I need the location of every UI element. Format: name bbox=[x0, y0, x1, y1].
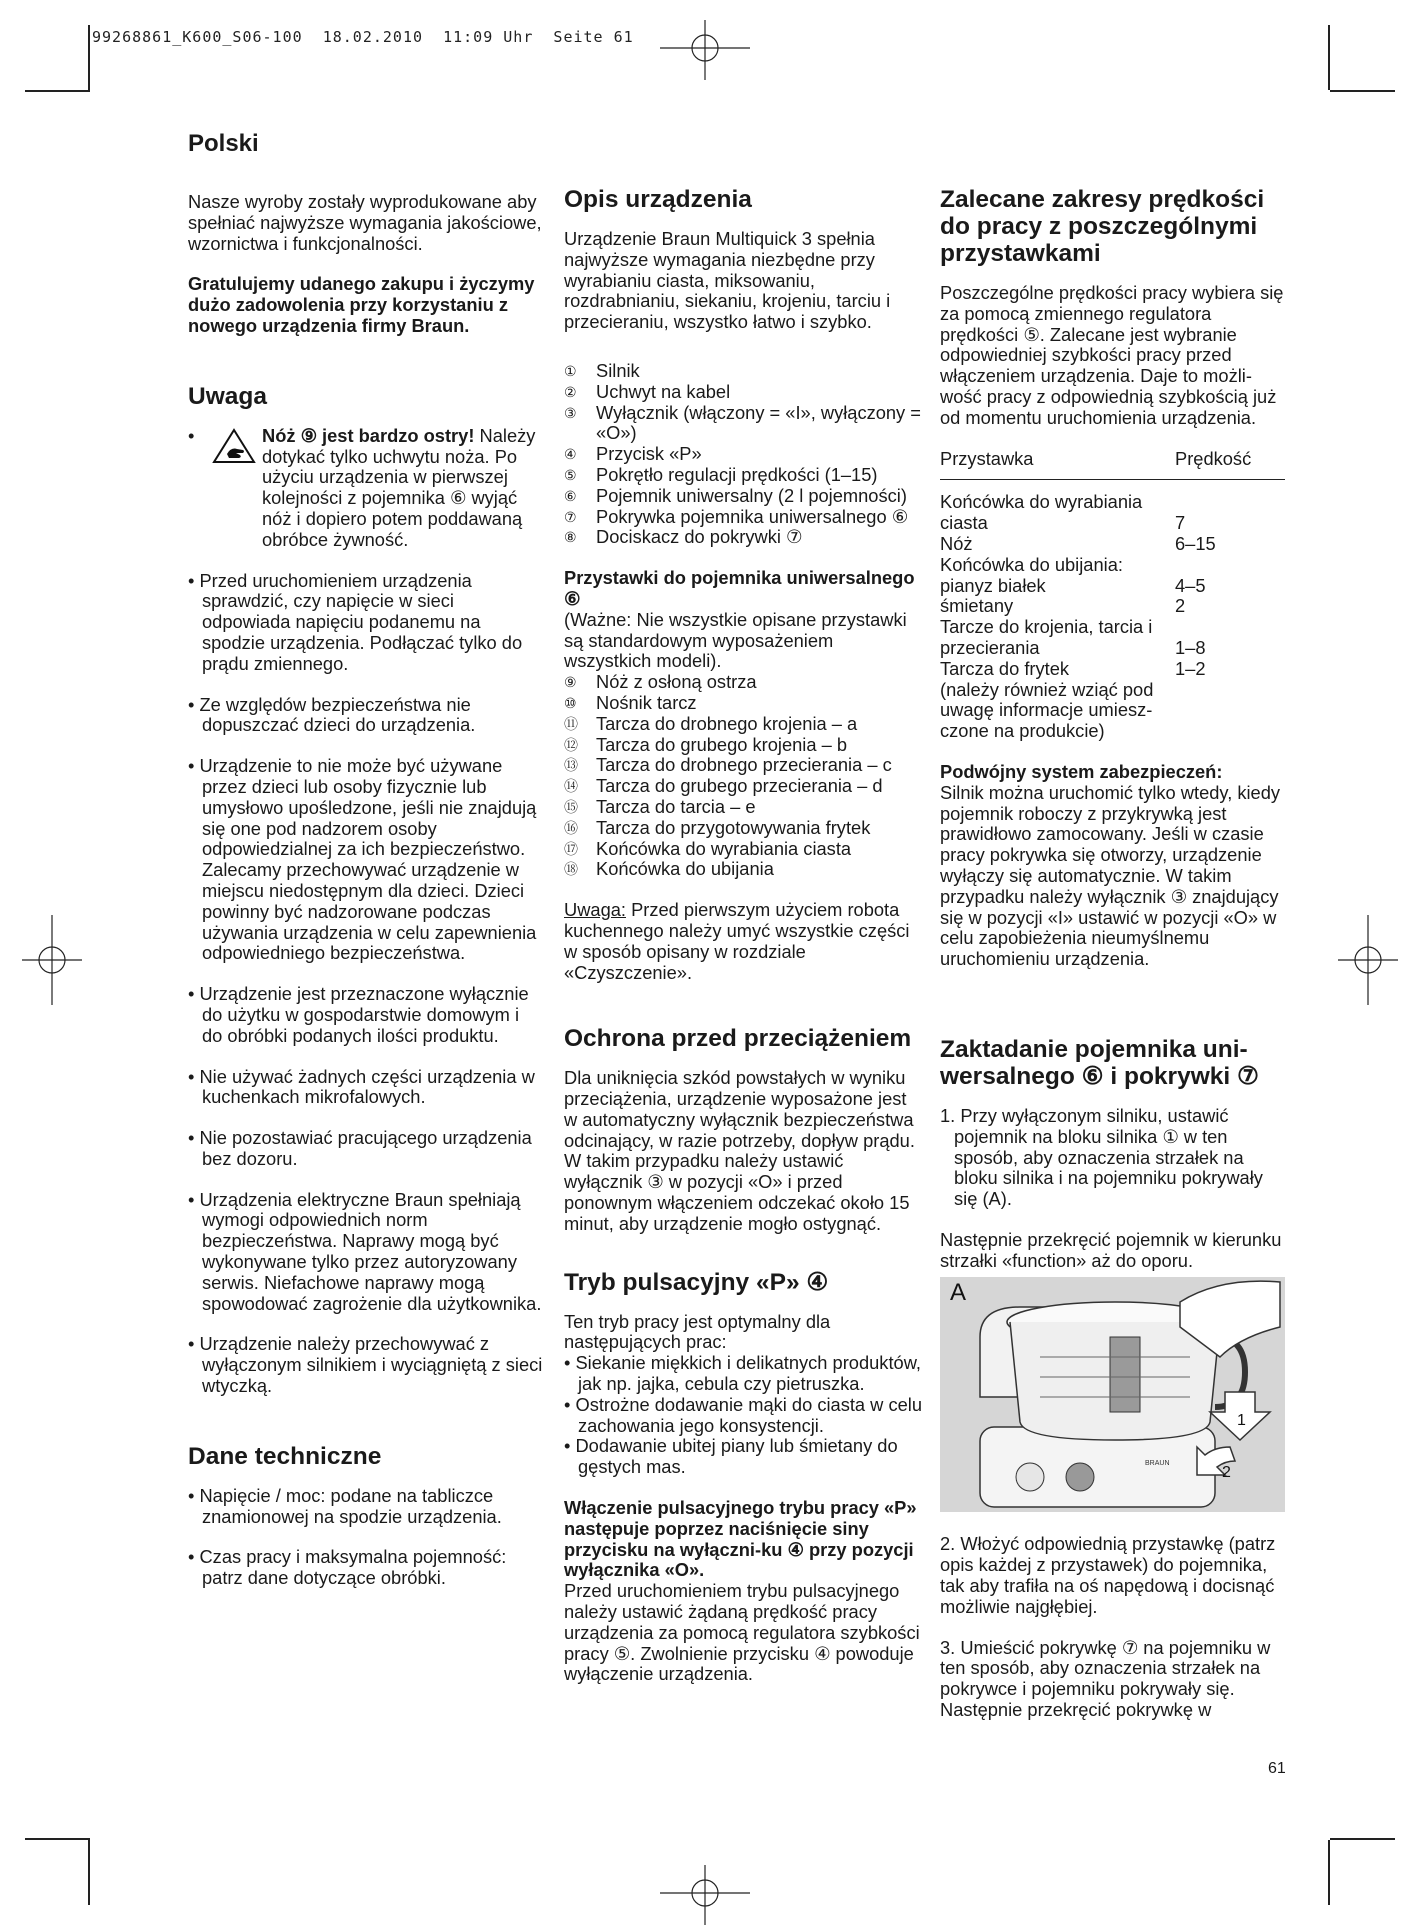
list-item: • Nie pozostawiać pracującego urządzenia bez dozoru. bbox=[188, 1127, 532, 1169]
list-item: • Ze względów bezpieczeństwa nie dopuszczać dzieci do urządzenia. bbox=[188, 693, 476, 736]
brand-label: BRAUN bbox=[1145, 1460, 1170, 1468]
list-item: ⑬ Tarcza do drobnego przecierania – c bbox=[564, 754, 892, 776]
column-1 bbox=[188, 130, 543, 1609]
knife-warning bbox=[188, 426, 543, 551]
list-item: • Siekanie miękkich i delikatnych produktów, jak np. jajka, cebula czy pietruszka. bbox=[564, 1352, 921, 1395]
pulse-bold: Włączenie pulsacyjnego trybu pracy «P» następuje poprzez naciśnięcie siny przycisku na wyłączni-ku ④ przy pozycji wyłącznika «O». bbox=[564, 1497, 917, 1581]
table-row: Końcówka do wyrabiania bbox=[940, 491, 1143, 513]
list-item: • Dodawanie ubitej piany lub śmietany do gęstych mas. bbox=[564, 1435, 898, 1478]
table-row: ciasta 7 bbox=[940, 512, 1186, 534]
step-2: 2. Włożyć odpowiednią przystawkę (patrz opis każdej z przystawek) do pojemnika, tak aby trafiła na oś napędową i docisnąć możliwie najgłębiej. bbox=[940, 1533, 1276, 1617]
registration-mark-icon bbox=[1338, 915, 1398, 1005]
warning-heading: Uwaga bbox=[188, 382, 267, 410]
registration-mark-icon bbox=[660, 20, 750, 80]
step-3: 3. Umieścić pokrywkę ⑦ na pojemniku w ten sposób, aby oznaczenia strzałek na pokrywce i pojemniku pokrywały się. Następnie przekręcić pokrywkę w bbox=[940, 1636, 1271, 1721]
table-row: Tarcze do krojenia, tarcia i bbox=[940, 616, 1153, 638]
column-3 bbox=[940, 186, 1285, 1741]
attachments-note: (Ważne: Nie wszystkie opisane przystawki są standardowym wyposażeniem wszystkich modeli). bbox=[564, 608, 907, 672]
list-item: ③ Wyłącznik (włączony = «I», wyłączony = «O») bbox=[564, 401, 921, 444]
language-heading: Polski bbox=[188, 130, 259, 157]
list-item: ① Silnik bbox=[564, 359, 640, 381]
bullet: • bbox=[188, 424, 195, 446]
list-item: ⑧ Dociskacz do pokrywki ⑦ bbox=[564, 526, 803, 548]
list-item: ⑥ Pojemnik uniwersalny (2 l pojemności) bbox=[564, 484, 907, 506]
warning-hand-icon bbox=[212, 428, 256, 464]
crop-mark bbox=[88, 25, 90, 90]
list-item: ⑱ Końcówka do ubijania bbox=[564, 858, 774, 880]
list-item: • Ostrożne dodawanie mąki do ciasta w celu zachowania jego konsystencji. bbox=[564, 1393, 922, 1436]
attachments-heading: Przystawki do pojemnika uniwersalnego ⑥ bbox=[564, 567, 915, 609]
speed-paragraph: Poszczególne prędkości pracy wybiera się za pomocą zmiennego regulatora prędkości ⑤. Zalecane jest wybranie odpowiedniej szybkości pracy przed włączeniem urządzenia. Daje to możliwość pracy z odpowiednią szybkością już od momentu uruchomienia urządzenia. bbox=[940, 282, 1284, 428]
list-item: • Urządzenia elektryczne Braun spełniają wymogi odpowiednich norm bezpieczeństwa. Naprawy mogą być wykonywane tylko przez autoryzowany serwis. Niefachowe naprawy mogą spowodować zagrożenie dla użytkownika. bbox=[188, 1188, 542, 1314]
overload-heading: Ochrona przed przeciążeniem bbox=[564, 1025, 912, 1053]
table-row: (należy również wziąć pod uwagę informacje umieszczone na produkcie) bbox=[940, 678, 1154, 742]
safety-heading: Podwójny system zabezpieczeń: bbox=[940, 760, 1223, 782]
list-item: • Przed uruchomieniem urządzenia sprawdzić, czy napięcie w sieci odpowiada napięciu podanemu na spodzie urządzenia. Podłączać tylko do prądu zmiennego. bbox=[188, 569, 523, 674]
step-1: 1. Przy wyłączonym silniku, ustawić pojemnik na bloku silnika ① w ten sposób, aby oznaczenia strzałek na bloku silnika i na pojemniku pokrywały się (A). bbox=[940, 1104, 1263, 1210]
arrow-label-2: 2 bbox=[1222, 1464, 1231, 1482]
page-number: 61 bbox=[1268, 1760, 1286, 1777]
list-item: ⑨ Nóż z osłoną ostrza bbox=[564, 671, 757, 693]
knife-warning-text: Należy dotykać tylko uchwytu noża. Po użyciu urządzenia w pierwszej kolejności z pojemnika ⑥ wyjąć nóż i dopiero potem poddawaną obróbce żywność. bbox=[262, 424, 536, 550]
list-item: ⑪ Tarcza do drobnego krojenia – a bbox=[564, 712, 858, 734]
list-item: • Czas pracy i maksymalna pojemność: patrz dane dotyczące obróbki. bbox=[188, 1546, 507, 1589]
registration-mark-icon bbox=[22, 915, 82, 1005]
table-header: Przystawka bbox=[940, 441, 1175, 480]
pulse-intro: Ten tryb pracy jest optymalny dla następujących prac: bbox=[564, 1310, 831, 1353]
table-row: Nóż 6–15 bbox=[940, 532, 1216, 554]
table-row: przecierania 1–8 bbox=[940, 636, 1206, 658]
crop-mark bbox=[1330, 1838, 1395, 1840]
speed-table bbox=[940, 441, 1285, 742]
congratulations-paragraph: Gratulujemy udanego zakupu i życzymy dużo zadowolenia przy korzystaniu z nowego urządzenia firmy Braun. bbox=[188, 273, 535, 336]
parts-list bbox=[564, 361, 922, 548]
list-item: ⑫ Tarcza do grubego krojenia – b bbox=[564, 733, 848, 755]
fitting-heading: Zaktadanie pojemnika uniwersalnego ⑥ i pokrywki ⑦ bbox=[940, 1035, 1259, 1090]
table-header-row bbox=[940, 441, 1285, 480]
tech-data-heading: Dane techniczne bbox=[188, 1442, 382, 1470]
attachments-list bbox=[564, 672, 922, 880]
list-item: • Urządzenie należy przechowywać z wyłączonym silnikiem i wyciągniętą z sieci wtyczką. bbox=[188, 1333, 543, 1397]
crop-mark bbox=[88, 1840, 90, 1905]
speed-heading: Zalecane zakresy prędkości do pracy z poszczególnymi przystawkami bbox=[940, 186, 1265, 267]
list-item: • Napięcie / moc: podane na tabliczce znamionowej na spodzie urządzenia. bbox=[188, 1484, 502, 1527]
table-header: Prędkość bbox=[1175, 441, 1285, 480]
knife-warning-bold: Nóż ⑨ jest bardzo ostry! bbox=[262, 424, 475, 446]
list-item: ⑩ Nośnik tarcz bbox=[564, 691, 697, 713]
figure-a bbox=[940, 1277, 1285, 1512]
intro-paragraph: Nasze wyroby zostały wyprodukowane aby spełniać najwyższe wymagania jakościowe, wzornictwa i funkcjonalności. bbox=[188, 191, 542, 254]
first-use-note: Uwaga: Przed pierwszym użyciem robota kuchennego należy umyć wszystkie części w sposób opisany w rozdziale «Czyszczenie». bbox=[564, 899, 910, 983]
list-item: ② Uchwyt na kabel bbox=[564, 380, 731, 402]
overload-paragraph: Dla uniknięcia szkód powstałych w wyniku przeciążenia, urządzenie wyposażone jest w automatyczny wyłącznik bezpieczeństwa odcinający, w razie potrzeby, dopływ prądu. W takim przypadku należy ustawić wyłącznik ③ w pozycji «O» i przed ponownym włączeniem odczekać około 15 minut, aby urządzenie mogło ostygnąć. bbox=[564, 1067, 915, 1234]
description-paragraph: Urządzenie Braun Multiquick 3 spełnia najwyższe wymagania niezbędne przy wyrabianiu ciasta, miksowaniu, rozdrabnianiu, siekaniu, krojeniu, tarciu i przecieraniu, wszystko łatwo i szybko. bbox=[564, 228, 891, 333]
arrow-label-1: 1 bbox=[1237, 1412, 1246, 1430]
crop-mark bbox=[1330, 90, 1395, 92]
list-item: ⑰ Końcówka do wyrabiania ciasta bbox=[564, 837, 852, 859]
warnings-list bbox=[188, 571, 543, 1397]
list-item: • Urządzenie to nie może być używane przez dzieci lub osoby fizycznie lub umysłowo upośledzone, jeśli nie znajdują się one pod nadzorem osoby odpowiedzialnej za ich bezpieczeństwo. Zalecamy przechowywać urządzenie w miejscu niedostępnym dla dzieci. Dzieci powinny być nadzorowane podczas używania urządzenia w celu zapewnienia odpowiedniego bezpieczeństwa. bbox=[188, 755, 537, 964]
list-item: ⑯ Tarcza do przygotowywania frytek bbox=[564, 816, 871, 838]
print-slug: 99268861_K600_S06-100 18.02.2010 11:09 Uhr Seite 61 bbox=[92, 28, 634, 46]
pulse-paragraph: Przed uruchomieniem trybu pulsacyjnego należy ustawić żądaną prędkość pracy urządzenia za pomocą regulatora szybkości pracy ⑤. Zwolnienie przycisku ④ powoduje wyłączenie urządzenia. bbox=[564, 1580, 920, 1685]
table-row: Tarcza do frytek 1–2 bbox=[940, 657, 1206, 679]
pulse-list bbox=[564, 1353, 922, 1478]
list-item: ④ Przycisk «P» bbox=[564, 443, 702, 465]
safety-paragraph: Silnik można uruchomić tylko wtedy, kiedy pojemnik roboczy z przykrywką jest prawidłowo zamocowany. Jeśli w czasie pracy pokrywka się otworzy, urządzenie wyłączy się automatycznie. W takim przypadku należy wyłącznik ③ znajdujący się w pozycji «I» ustawić w pozycji «O» w celu zapobieżenia nieumyślnemu uruchomieniu urządzenia. bbox=[940, 781, 1281, 970]
list-item: • Nie używać żadnych części urządzenia w kuchenkach mikrofalowych. bbox=[188, 1065, 535, 1108]
pulse-heading: Tryb pulsacyjny «P» ④ bbox=[564, 1268, 829, 1296]
list-item: ⑭ Tarcza do grubego przecierania – d bbox=[564, 775, 883, 797]
list-item: ⑮ Tarcza do tarcia – e bbox=[564, 795, 756, 817]
figure-label: A bbox=[950, 1279, 967, 1307]
list-item: ⑤ Pokrętło regulacji prędkości (1–15) bbox=[564, 463, 878, 485]
list-item: ⑦ Pokrywka pojemnika uniwersalnego ⑥ bbox=[564, 505, 909, 527]
registration-mark-icon bbox=[660, 1865, 750, 1925]
description-heading: Opis urządzenia bbox=[564, 186, 752, 213]
food-processor-illustration bbox=[940, 1277, 1285, 1512]
list-item: • Urządzenie jest przeznaczone wyłącznie do użytku w gospodarstwie domowym i do obróbki podanych ilości produktu. bbox=[188, 983, 529, 1046]
crop-mark bbox=[25, 90, 90, 92]
crop-mark bbox=[25, 1838, 90, 1840]
crop-mark bbox=[1328, 25, 1330, 90]
tech-data-list bbox=[188, 1486, 543, 1589]
step-1b: Następnie przekręcić pojemnik w kierunku strzałki «function» aż do oporu. bbox=[940, 1228, 1282, 1271]
crop-mark bbox=[1328, 1840, 1330, 1905]
table-row: śmietany 2 bbox=[940, 595, 1186, 617]
table-row: Końcówka do ubijania: bbox=[940, 553, 1123, 575]
column-2 bbox=[564, 186, 922, 1685]
table-row: pianyz białek 4–5 bbox=[940, 574, 1206, 596]
